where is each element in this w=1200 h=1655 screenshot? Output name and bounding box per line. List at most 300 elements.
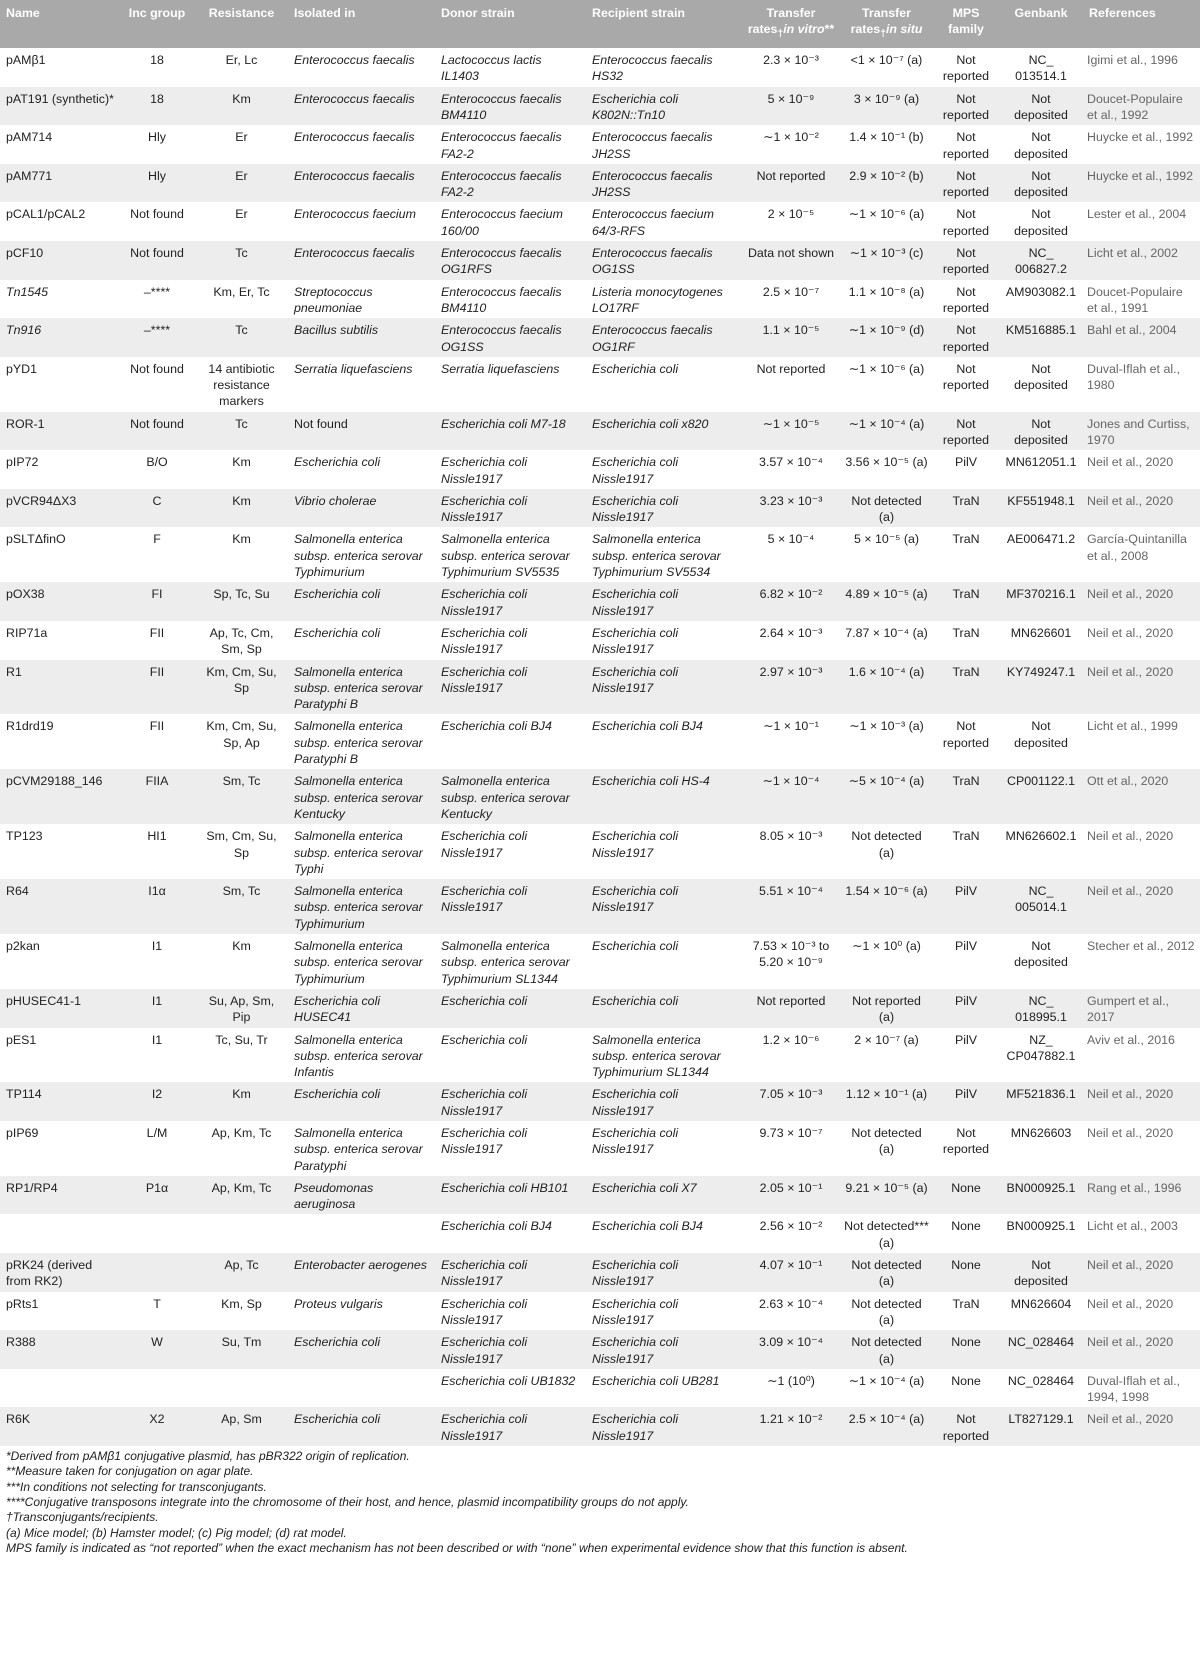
cell-resistance: Km, Cm, Su, Sp, Ap bbox=[206, 719, 277, 750]
cell-mps-family: PilV bbox=[954, 1087, 978, 1102]
cell-reference: García-Quintanilla et al., 2008 bbox=[1087, 532, 1187, 563]
table-row bbox=[0, 489, 1200, 528]
footnote: ****Conjugative transposons integrate into the chromosome of their host, and hence, plasmid incompatibility groups do not apply. bbox=[6, 1494, 689, 1509]
cell-name: pOX38 bbox=[6, 587, 45, 602]
cell-genbank: NC_ 018995.1 bbox=[1015, 993, 1067, 1025]
cell-recipient-strain: Escherichia coli Nissle1917 bbox=[592, 455, 679, 486]
header-part: in vitro bbox=[783, 22, 825, 37]
cell-transfer-rate-in-situ: 2 × 10⁻⁷ (a) bbox=[854, 1032, 919, 1047]
cell-mps-family: None bbox=[951, 1258, 981, 1273]
cell-resistance: Ap, Km, Tc bbox=[211, 1125, 272, 1140]
cell-transfer-rate-in-vitro: 2.05 × 10⁻¹ bbox=[759, 1180, 823, 1195]
cell-mps-family: None bbox=[951, 1373, 981, 1388]
cell-resistance: Ap, Tc, Cm, Sm, Sp bbox=[209, 625, 274, 657]
cell-isolated-in: Escherichia coli bbox=[294, 455, 381, 470]
cell-recipient-strain: Escherichia coli K802N::Tn10 bbox=[592, 91, 679, 122]
cell-reference: Neil et al., 2020 bbox=[1087, 829, 1174, 844]
cell-donor-strain: Escherichia coli UB1832 bbox=[441, 1373, 576, 1388]
cell-transfer-rate-in-vitro: 5.51 × 10⁻⁴ bbox=[759, 884, 823, 899]
cell-transfer-rate-in-vitro: 4.07 × 10⁻¹ bbox=[759, 1258, 823, 1273]
cell-reference: Licht et al., 2003 bbox=[1087, 1219, 1178, 1234]
cell-transfer-rate-in-vitro: 2.5 × 10⁻⁷ bbox=[762, 284, 820, 299]
cell-donor-strain: Enterococcus faecalis BM4110 bbox=[441, 91, 562, 122]
cell-resistance bbox=[195, 1214, 288, 1253]
cell-mps-family: None bbox=[951, 1180, 981, 1195]
cell-donor-strain: Escherichia coli Nissle1917 bbox=[441, 625, 528, 657]
cell-genbank: AE006471.2 bbox=[1006, 532, 1076, 547]
cell-inc-group: B/O bbox=[146, 455, 168, 470]
cell-genbank: NC_ 006827.2 bbox=[1015, 246, 1067, 277]
cell-resistance bbox=[195, 1369, 288, 1408]
cell-resistance: Sm, Tc bbox=[222, 774, 261, 789]
footnote: **Measure taken for conjugation on agar plate. bbox=[6, 1464, 254, 1479]
cell-reference: Bahl et al., 2004 bbox=[1087, 323, 1177, 338]
table-row bbox=[0, 1330, 1200, 1369]
cell-resistance: Km bbox=[232, 939, 251, 954]
table-row bbox=[0, 357, 1200, 412]
cell-transfer-rate-in-vitro: 1.21 × 10⁻² bbox=[759, 1412, 823, 1427]
cell-name: TP123 bbox=[6, 829, 43, 844]
cell-resistance: Km, Cm, Su, Sp bbox=[206, 664, 277, 695]
cell-name: pCAL1/pCAL2 bbox=[6, 207, 86, 222]
cell-genbank: MF521836.1 bbox=[1006, 1087, 1076, 1102]
cell-name: pAT191 (synthetic)* bbox=[6, 91, 114, 106]
table-row bbox=[0, 660, 1200, 715]
cell-reference: Gumpert et al., 2017 bbox=[1087, 993, 1169, 1025]
cell-mps-family: PilV bbox=[954, 939, 978, 954]
cell-transfer-rate-in-situ: Not detected (a) bbox=[851, 1125, 922, 1157]
header-dagger: † bbox=[880, 28, 886, 40]
cell-inc-group: L/M bbox=[146, 1125, 168, 1140]
cell-inc-group: Not found bbox=[130, 207, 184, 222]
cell-reference: Neil et al., 2020 bbox=[1087, 1125, 1174, 1140]
cell-reference: Stecher et al., 2012 bbox=[1087, 939, 1195, 954]
cell-transfer-rate-in-vitro: ∼1 × 10⁻² bbox=[763, 130, 819, 145]
table-row bbox=[0, 280, 1200, 319]
cell-name: pAMβ1 bbox=[6, 53, 46, 68]
cell-resistance: Km bbox=[232, 1087, 251, 1102]
cell-genbank: Not deposited bbox=[1014, 1258, 1068, 1289]
table-row bbox=[0, 48, 1200, 87]
table-row bbox=[0, 824, 1200, 879]
cell-resistance: 14 antibiotic resistance markers bbox=[208, 361, 275, 409]
col-header-transfer-in-situ bbox=[840, 0, 933, 48]
cell-transfer-rate-in-situ: 4.89 × 10⁻⁵ (a) bbox=[845, 587, 928, 602]
cell-name: pSLTΔfinO bbox=[6, 532, 66, 547]
table-row bbox=[0, 1082, 1200, 1121]
cell-resistance: Ap, Tc bbox=[224, 1258, 259, 1273]
cell-genbank: Not deposited bbox=[1014, 130, 1068, 161]
cell-reference: Neil et al., 2020 bbox=[1087, 664, 1174, 679]
table-row bbox=[0, 1214, 1200, 1253]
cell-donor-strain: Escherichia coli BJ4 bbox=[441, 719, 552, 734]
cell-name: p2kan bbox=[6, 939, 40, 954]
table-row bbox=[0, 1028, 1200, 1083]
cell-donor-strain: Salmonella enterica subsp. enterica serovar Typhimurium SL1344 bbox=[441, 939, 570, 986]
cell-reference: Duval-Iflah et al., 1994, 1998 bbox=[1087, 1373, 1180, 1405]
cell-isolated-in: Salmonella enterica subsp. enterica serovar Paratyphi B bbox=[294, 719, 423, 767]
cell-resistance: Km bbox=[232, 455, 251, 470]
cell-donor-strain: Lactococcus lactis IL1403 bbox=[441, 53, 542, 84]
cell-resistance: Km bbox=[232, 493, 251, 508]
cell-inc-group: FI bbox=[151, 587, 163, 602]
cell-recipient-strain: Escherichia coli Nissle1917 bbox=[592, 829, 679, 860]
cell-recipient-strain: Enterococcus faecalis OG1RF bbox=[592, 323, 713, 354]
cell-inc-group: Hly bbox=[148, 130, 166, 145]
cell-resistance: Sp, Tc, Su bbox=[213, 587, 270, 602]
cell-genbank: NC_ 005014.1 bbox=[1015, 884, 1067, 915]
cell-recipient-strain: Escherichia coli x820 bbox=[592, 416, 709, 431]
table-row bbox=[0, 1253, 1200, 1292]
cell-inc-group: C bbox=[152, 493, 162, 508]
table-row bbox=[0, 621, 1200, 660]
cell-inc-group: I2 bbox=[151, 1087, 163, 1102]
cell-resistance: Km, Er, Tc bbox=[213, 284, 270, 299]
table-row bbox=[0, 1176, 1200, 1215]
cell-reference: Ott et al., 2020 bbox=[1087, 774, 1169, 789]
cell-isolated-in: Salmonella enterica subsp. enterica serovar Typhi bbox=[294, 829, 423, 876]
footnotes bbox=[0, 1446, 1200, 1556]
cell-mps-family: PilV bbox=[954, 884, 978, 899]
cell-reference: Neil et al., 2020 bbox=[1087, 1087, 1174, 1102]
cell-name: pES1 bbox=[6, 1032, 37, 1047]
cell-genbank: NC_028464 bbox=[1007, 1335, 1075, 1350]
cell-mps-family: TraN bbox=[952, 1296, 980, 1311]
cell-transfer-rate-in-situ: ∼1 × 10⁻⁴ (a) bbox=[848, 416, 925, 431]
table-row bbox=[0, 318, 1200, 357]
cell-resistance: Sm, Tc bbox=[222, 884, 261, 899]
header-part: rates bbox=[747, 22, 778, 37]
cell-transfer-rate-in-situ: <1 × 10⁻⁷ (a) bbox=[850, 53, 923, 68]
col-header-isolated-in: Isolated in bbox=[294, 6, 356, 20]
cell-name: pCVM29188_146 bbox=[6, 774, 103, 789]
cell-isolated-in: Enterococcus faecalis bbox=[294, 91, 415, 106]
header-part: in situ bbox=[885, 22, 923, 37]
table-row bbox=[0, 989, 1200, 1028]
cell-name: pIP69 bbox=[6, 1125, 39, 1140]
cell-mps-family: TraN bbox=[952, 587, 980, 602]
cell-inc-group: I1 bbox=[151, 993, 163, 1008]
cell-name: Tn916 bbox=[6, 323, 42, 338]
cell-transfer-rate-in-vitro: Not reported bbox=[756, 168, 826, 183]
cell-resistance: Er bbox=[235, 168, 248, 183]
header-part: Transfer bbox=[766, 6, 816, 20]
cell-recipient-strain: Salmonella enterica subsp. enterica serovar Typhimurium SV5534 bbox=[592, 532, 721, 580]
cell-transfer-rate-in-situ: 3 × 10⁻⁹ (a) bbox=[853, 91, 920, 106]
cell-donor-strain: Enterococcus faecalis OG1RFS bbox=[441, 246, 562, 277]
cell-inc-group: X2 bbox=[149, 1412, 165, 1427]
cell-genbank: NC_028464 bbox=[1007, 1373, 1075, 1388]
cell-name: pRK24 (derived from RK2) bbox=[6, 1258, 93, 1289]
cell-reference: Doucet-Populaire et al., 1991 bbox=[1087, 284, 1183, 315]
cell-transfer-rate-in-vitro: 2.3 × 10⁻³ bbox=[763, 53, 819, 68]
cell-donor-strain: Salmonella enterica subsp. enterica serovar Kentucky bbox=[441, 774, 570, 821]
cell-reference: Neil et al., 2020 bbox=[1087, 1412, 1174, 1427]
cell-genbank: BN000925.1 bbox=[1006, 1180, 1076, 1195]
cell-inc-group: HI1 bbox=[147, 829, 167, 844]
cell-isolated-in: Escherichia coli bbox=[294, 587, 381, 602]
cell-donor-strain: Escherichia coli Nissle1917 bbox=[441, 1412, 528, 1443]
cell-genbank: KF551948.1 bbox=[1007, 493, 1075, 508]
cell-isolated-in: Salmonella enterica subsp. enterica serovar Paratyphi bbox=[294, 1125, 423, 1173]
cell-transfer-rate-in-vitro: 5 × 10⁻⁴ bbox=[767, 532, 815, 547]
cell-transfer-rate-in-situ: ∼1 × 10⁻³ (c) bbox=[849, 246, 924, 261]
cell-recipient-strain: Escherichia coli BJ4 bbox=[592, 1219, 703, 1234]
cell-isolated-in: Vibrio cholerae bbox=[294, 493, 377, 508]
cell-isolated-in: Not found bbox=[294, 416, 348, 431]
cell-transfer-rate-in-vitro: 1.1 × 10⁻⁵ bbox=[762, 323, 820, 338]
cell-isolated-in: Bacillus subtilis bbox=[294, 323, 379, 338]
cell-recipient-strain: Enterococcus faecalis OG1SS bbox=[592, 246, 713, 277]
cell-inc-group: Hly bbox=[148, 168, 166, 183]
cell-name: R1drd19 bbox=[6, 719, 54, 734]
cell-inc-group: –**** bbox=[143, 323, 171, 338]
cell-isolated-in: Proteus vulgaris bbox=[294, 1296, 383, 1311]
table-row bbox=[0, 769, 1200, 824]
cell-genbank: MN626601 bbox=[1010, 625, 1072, 640]
cell-transfer-rate-in-situ: Not reported (a) bbox=[852, 993, 921, 1025]
cell-inc-group bbox=[119, 1214, 195, 1253]
cell-reference: Lester et al., 2004 bbox=[1087, 207, 1187, 222]
cell-inc-group: 18 bbox=[150, 91, 164, 106]
cell-transfer-rate-in-vitro: 3.23 × 10⁻³ bbox=[759, 493, 823, 508]
cell-donor-strain: Enterococcus faecalis FA2-2 bbox=[441, 168, 562, 200]
cell-donor-strain: Escherichia coli Nissle1917 bbox=[441, 1296, 528, 1327]
cell-transfer-rate-in-vitro: 2.56 × 10⁻² bbox=[759, 1219, 823, 1234]
cell-mps-family: Not reported bbox=[942, 168, 990, 200]
cell-mps-family: TraN bbox=[952, 664, 980, 679]
cell-transfer-rate-in-situ: ∼1 × 10⁻⁴ (a) bbox=[848, 1373, 925, 1388]
cell-name: Tn1545 bbox=[6, 284, 49, 299]
cell-name: pIP72 bbox=[6, 455, 39, 470]
cell-inc-group: 18 bbox=[150, 53, 164, 68]
cell-recipient-strain: Salmonella enterica subsp. enterica serovar Typhimurium SL1344 bbox=[592, 1032, 721, 1080]
cell-recipient-strain: Escherichia coli Nissle1917 bbox=[592, 1258, 679, 1289]
cell-transfer-rate-in-vitro: ∼1 × 10⁻⁵ bbox=[762, 416, 820, 431]
cell-genbank: CP001122.1 bbox=[1007, 774, 1075, 789]
cell-name bbox=[0, 1214, 119, 1253]
cell-transfer-rate-in-vitro: 2.63 × 10⁻⁴ bbox=[759, 1296, 823, 1311]
cell-transfer-rate-in-vitro: Not reported bbox=[756, 993, 826, 1008]
footnote: ***In conditions not selecting for transconjugants. bbox=[6, 1479, 267, 1494]
cell-mps-family: TraN bbox=[952, 532, 980, 547]
cell-transfer-rate-in-situ: ∼1 × 10⁻⁹ (d) bbox=[848, 323, 925, 338]
cell-resistance: Km bbox=[232, 91, 251, 106]
cell-donor-strain: Escherichia coli HB101 bbox=[441, 1180, 569, 1195]
cell-genbank: Not deposited bbox=[1014, 168, 1068, 200]
cell-inc-group: FIIA bbox=[145, 774, 169, 789]
cell-transfer-rate-in-situ: 2.5 × 10⁻⁴ (a) bbox=[848, 1412, 925, 1427]
cell-recipient-strain: Escherichia coli Nissle1917 bbox=[592, 1087, 679, 1118]
cell-transfer-rate-in-situ: Not detected (a) bbox=[851, 1296, 922, 1327]
cell-reference: Huycke et al., 1992 bbox=[1087, 168, 1194, 183]
cell-resistance: Ap, Sm bbox=[221, 1412, 262, 1427]
cell-transfer-rate-in-situ: ∼1 × 10⁻⁶ (a) bbox=[848, 207, 925, 222]
table-row bbox=[0, 125, 1200, 164]
cell-genbank: Not deposited bbox=[1014, 719, 1068, 750]
cell-resistance: Ap, Km, Tc bbox=[211, 1180, 272, 1195]
cell-transfer-rate-in-vitro: 2.97 × 10⁻³ bbox=[759, 664, 823, 679]
cell-name: pYD1 bbox=[6, 361, 37, 376]
cell-name: pCF10 bbox=[6, 246, 44, 261]
cell-reference: Neil et al., 2020 bbox=[1087, 625, 1174, 640]
cell-donor-strain: Escherichia coli Nissle1917 bbox=[441, 829, 528, 860]
cell-isolated-in: Escherichia coli bbox=[294, 1335, 381, 1350]
cell-inc-group: I1 bbox=[151, 939, 163, 954]
cell-name bbox=[0, 1369, 119, 1408]
cell-genbank: Not deposited bbox=[1014, 361, 1068, 393]
cell-reference: Neil et al., 2020 bbox=[1087, 1296, 1174, 1311]
table-row bbox=[0, 412, 1200, 451]
cell-name: R388 bbox=[6, 1335, 36, 1350]
cell-resistance: Er bbox=[235, 207, 248, 222]
cell-recipient-strain: Escherichia coli Nissle1917 bbox=[592, 884, 679, 915]
cell-transfer-rate-in-situ: Not detected (a) bbox=[851, 1335, 922, 1366]
cell-resistance: Er, Lc bbox=[225, 53, 258, 68]
cell-genbank: MF370216.1 bbox=[1006, 587, 1076, 602]
cell-mps-family: TraN bbox=[952, 625, 980, 640]
cell-transfer-rate-in-situ: 1.54 × 10⁻⁶ (a) bbox=[845, 884, 928, 899]
cell-isolated-in: Escherichia coli bbox=[294, 1412, 381, 1427]
cell-recipient-strain: Enterococcus faecalis JH2SS bbox=[592, 168, 713, 200]
cell-mps-family: Not reported bbox=[942, 284, 990, 315]
header-part: Transfer bbox=[862, 6, 911, 20]
cell-resistance: Tc, Su, Tr bbox=[215, 1032, 268, 1047]
cell-name: pVCR94ΔX3 bbox=[6, 493, 77, 508]
cell-donor-strain: Escherichia coli BJ4 bbox=[441, 1219, 552, 1234]
cell-genbank: MN626602.1 bbox=[1005, 829, 1077, 844]
cell-donor-strain: Escherichia coli Nissle1917 bbox=[441, 455, 528, 486]
cell-reference: Igimi et al., 1996 bbox=[1087, 53, 1178, 68]
cell-inc-group bbox=[119, 1369, 195, 1408]
cell-transfer-rate-in-vitro: Data not shown bbox=[747, 246, 835, 261]
cell-transfer-rate-in-situ: 7.87 × 10⁻⁴ (a) bbox=[845, 625, 928, 640]
cell-isolated-in: Escherichia coli bbox=[294, 1087, 381, 1102]
cell-inc-group: FII bbox=[149, 625, 165, 640]
cell-reference: Huycke et al., 1992 bbox=[1087, 130, 1194, 145]
cell-transfer-rate-in-vitro: 5 × 10⁻⁹ bbox=[767, 91, 815, 106]
cell-genbank: MN612051.1 bbox=[1005, 455, 1077, 470]
cell-genbank: NC_ 013514.1 bbox=[1015, 53, 1067, 84]
cell-transfer-rate-in-vitro: 7.53 × 10⁻³ to 5.20 × 10⁻⁹ bbox=[752, 939, 830, 970]
cell-isolated-in: Enterococcus faecalis bbox=[294, 130, 415, 145]
cell-donor-strain: Enterococcus faecalis BM4110 bbox=[441, 284, 562, 315]
cell-transfer-rate-in-situ: ∼1 × 10⁻³ (a) bbox=[849, 719, 924, 734]
cell-transfer-rate-in-situ: Not detected (a) bbox=[851, 829, 922, 860]
cell-isolated-in: Enterococcus faecalis bbox=[294, 246, 415, 261]
cell-name: pAM714 bbox=[6, 130, 53, 145]
table-row bbox=[0, 714, 1200, 769]
cell-transfer-rate-in-situ: 3.56 × 10⁻⁵ (a) bbox=[845, 455, 928, 470]
cell-transfer-rate-in-situ: Not detected (a) bbox=[851, 493, 922, 525]
cell-transfer-rate-in-vitro: 2 × 10⁻⁵ bbox=[767, 207, 815, 222]
cell-recipient-strain: Escherichia coli Nissle1917 bbox=[592, 664, 679, 695]
cell-mps-family: Not reported bbox=[942, 130, 990, 161]
table-row bbox=[0, 1407, 1200, 1446]
cell-name: TP114 bbox=[6, 1087, 42, 1102]
cell-name: pHUSEC41-1 bbox=[6, 993, 82, 1008]
cell-donor-strain: Escherichia coli Nissle1917 bbox=[441, 1087, 528, 1118]
cell-transfer-rate-in-situ: 1.12 × 10⁻¹ (a) bbox=[845, 1087, 928, 1102]
table-row bbox=[0, 87, 1200, 126]
cell-inc-group bbox=[119, 1253, 195, 1292]
col-header-references: References bbox=[1089, 6, 1156, 20]
cell-mps-family: Not reported bbox=[942, 53, 990, 84]
cell-donor-strain: Enterococcus faecalis FA2-2 bbox=[441, 130, 562, 161]
cell-mps-family: TraN bbox=[952, 493, 980, 508]
cell-transfer-rate-in-situ: Not detected*** (a) bbox=[844, 1219, 929, 1250]
cell-transfer-rate-in-situ: 9.21 × 10⁻⁵ (a) bbox=[845, 1180, 928, 1195]
cell-donor-strain: Escherichia coli Nissle1917 bbox=[441, 884, 528, 915]
cell-resistance: Su, Ap, Sm, Pip bbox=[208, 993, 275, 1025]
cell-transfer-rate-in-vitro: Not reported bbox=[756, 361, 826, 376]
cell-transfer-rate-in-situ: 1.4 × 10⁻¹ (b) bbox=[849, 130, 924, 145]
col-header-resistance: Resistance bbox=[208, 6, 275, 20]
cell-resistance: Tc bbox=[235, 323, 248, 338]
cell-transfer-rate-in-situ: 2.9 × 10⁻² (b) bbox=[849, 168, 924, 183]
cell-recipient-strain: Escherichia coli HS-4 bbox=[592, 774, 710, 789]
cell-mps-family: None bbox=[951, 1219, 981, 1234]
cell-name: pRts1 bbox=[6, 1296, 39, 1311]
cell-transfer-rate-in-vitro: 6.82 × 10⁻² bbox=[759, 587, 823, 602]
cell-transfer-rate-in-vitro: 3.09 × 10⁻⁴ bbox=[759, 1335, 823, 1350]
col-header-genbank: Genbank bbox=[1014, 6, 1068, 20]
cell-genbank: KY749247.1 bbox=[1006, 664, 1076, 679]
table-row bbox=[0, 1369, 1200, 1408]
cell-donor-strain: Escherichia coli Nissle1917 bbox=[441, 493, 528, 525]
cell-isolated-in bbox=[288, 1369, 435, 1408]
footnote: *Derived from pAMβ1 conjugative plasmid, has pBR322 origin of replication. bbox=[6, 1449, 410, 1464]
table-row bbox=[0, 934, 1200, 989]
cell-recipient-strain: Escherichia coli Nissle1917 bbox=[592, 1125, 679, 1157]
cell-genbank: NZ_ CP047882.1 bbox=[1006, 1032, 1076, 1063]
cell-transfer-rate-in-vitro: 3.57 × 10⁻⁴ bbox=[759, 455, 823, 470]
cell-isolated-in: Salmonella enterica subsp. enterica serovar Typhimurium bbox=[294, 939, 423, 986]
cell-transfer-rate-in-situ: ∼1 × 10⁻⁶ (a) bbox=[848, 361, 925, 376]
cell-genbank: Not deposited bbox=[1014, 207, 1068, 238]
cell-recipient-strain: Escherichia coli Nissle1917 bbox=[592, 587, 679, 618]
header-part: rates bbox=[850, 22, 881, 37]
cell-inc-group: –**** bbox=[143, 284, 171, 299]
cell-genbank: MN626603 bbox=[1010, 1125, 1072, 1140]
cell-reference: Duval-Iflah et al., 1980 bbox=[1087, 361, 1180, 393]
cell-mps-family: TraN bbox=[952, 829, 980, 844]
cell-resistance: Tc bbox=[235, 246, 248, 261]
cell-mps-family: TraN bbox=[952, 774, 980, 789]
cell-isolated-in bbox=[288, 1214, 435, 1253]
cell-recipient-strain: Escherichia coli Nissle1917 bbox=[592, 625, 679, 657]
cell-transfer-rate-in-situ: ∼5 × 10⁻⁴ (a) bbox=[848, 774, 925, 789]
table-row bbox=[0, 879, 1200, 934]
cell-reference: Neil et al., 2020 bbox=[1087, 884, 1174, 899]
cell-transfer-rate-in-vitro: 8.05 × 10⁻³ bbox=[759, 829, 823, 844]
cell-recipient-strain: Escherichia coli Nissle1917 bbox=[592, 1335, 679, 1366]
cell-reference: Rang et al., 1996 bbox=[1087, 1180, 1182, 1195]
cell-recipient-strain: Escherichia coli Nissle1917 bbox=[592, 1412, 679, 1443]
cell-name: ROR-1 bbox=[6, 416, 45, 431]
cell-isolated-in: Salmonella enterica subsp. enterica serovar Infantis bbox=[294, 1032, 423, 1080]
cell-transfer-rate-in-vitro: 2.64 × 10⁻³ bbox=[759, 625, 823, 640]
table-row bbox=[0, 527, 1200, 582]
cell-inc-group: P1α bbox=[145, 1180, 169, 1195]
table-body bbox=[0, 48, 1200, 1446]
cell-donor-strain: Salmonella enterica subsp. enterica serovar Typhimurium SV5535 bbox=[441, 532, 570, 580]
cell-genbank: KM516885.1 bbox=[1005, 323, 1077, 338]
cell-isolated-in: Streptococcus pneumoniae bbox=[294, 284, 373, 315]
cell-name: RP1/RP4 bbox=[6, 1180, 58, 1195]
cell-inc-group: FII bbox=[149, 664, 165, 679]
cell-mps-family: Not reported bbox=[942, 207, 990, 238]
